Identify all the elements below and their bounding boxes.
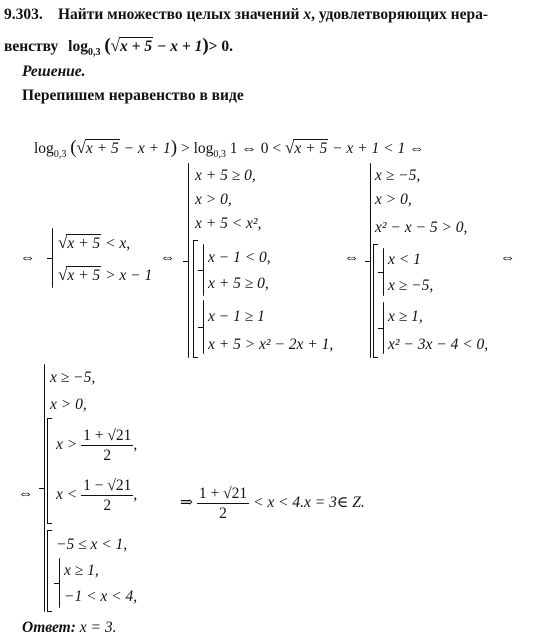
answer-value: x = 3. (79, 619, 117, 636)
problem-text-line2: венству $\log_{0,3} (√x + 5 - x + 1)> 0$. (4, 35, 233, 58)
conclusion: ⇒ $\frac{1 + √21}{2}$ < x < 4.x = 3∈ Z. (180, 485, 365, 522)
iff-3: ⇔ (344, 249, 360, 266)
system3-brace (370, 163, 371, 358)
system3-sub1-brace (383, 248, 384, 296)
answer-label: Ответ: (22, 619, 76, 636)
system2-row3: x + 5 < x², (195, 215, 262, 232)
system4-row2: x > 0, (50, 396, 87, 413)
system3-row5: x ≥ −5, (388, 277, 434, 294)
system4-brace (44, 364, 45, 612)
system4-row6: x ≥ 1, (64, 562, 99, 579)
system2-row4: x − 1 < 0, (208, 249, 271, 266)
system2-row6: x − 1 ≥ 1 (208, 308, 265, 325)
iff-4: ⇔ (500, 249, 516, 266)
system2-sub1-brace (203, 244, 204, 296)
system4-union-bracket2 (47, 530, 52, 612)
problem-text-line1: Найти множество целых значений x, удовлетворяющих нера- (58, 6, 488, 23)
system2-brace (188, 163, 189, 358)
system3-row1: x ≥ −5, (375, 167, 421, 184)
problem-inequality: $\log_{0,3} (√x + 5 - x + 1)> 0$. (68, 35, 233, 58)
system1-row2: √x + 5 > x − 1 (58, 265, 153, 284)
solution-label: Решение. (22, 63, 86, 80)
system2-row7: x + 5 > x² − 2x + 1, (208, 336, 334, 353)
system3-union-bracket (373, 244, 378, 358)
system4-row1: x ≥ −5, (50, 369, 96, 386)
system3-sub2-brace (383, 302, 384, 354)
problem-number: 9.303. (4, 6, 43, 23)
system1-row1: √x + 5 < x, (58, 233, 131, 252)
system2-row2: x > 0, (195, 191, 232, 208)
rewrite-label: Перепишем неравенство в виде (22, 87, 244, 104)
iff-5: ⇔ (18, 485, 34, 502)
main-chain: $\log_{0,3} (√x + 5 - x + 1) > \log_{0,3} 1$ ⇔ 0 < √x + 5 − x + 1 < 1 ⇔ (34, 137, 425, 160)
iff-2: ⇔ (160, 249, 176, 266)
system4-row3: x > $\frac{1 + √21}{2}$ , (56, 427, 138, 464)
system1-brace (52, 228, 53, 288)
system2-sub2-brace (203, 300, 204, 354)
system4-union-bracket1 (47, 418, 52, 524)
system4-row7: −1 < x < 4, (64, 588, 138, 605)
system3-row3: x² − x − 5 > 0, (375, 219, 468, 236)
system4-row4: x < $\frac{1 - √21}{2}$ , (56, 477, 138, 514)
system3-row7: x² − 3x − 4 < 0, (388, 336, 489, 353)
system2-row1: x + 5 ≥ 0, (195, 167, 256, 184)
system2-row5: x + 5 ≥ 0, (208, 275, 269, 292)
system2-union-bracket (193, 240, 198, 358)
system4-sub-brace (59, 558, 60, 608)
var-x: x (303, 6, 312, 23)
system3-row4: x < 1 (388, 251, 421, 268)
system4-row5: −5 ≤ x < 1, (56, 536, 128, 553)
iff-1: ⇔ (20, 249, 36, 266)
system3-row2: x > 0, (375, 191, 412, 208)
system3-row6: x ≥ 1, (388, 308, 423, 325)
answer-line (22, 620, 116, 636)
